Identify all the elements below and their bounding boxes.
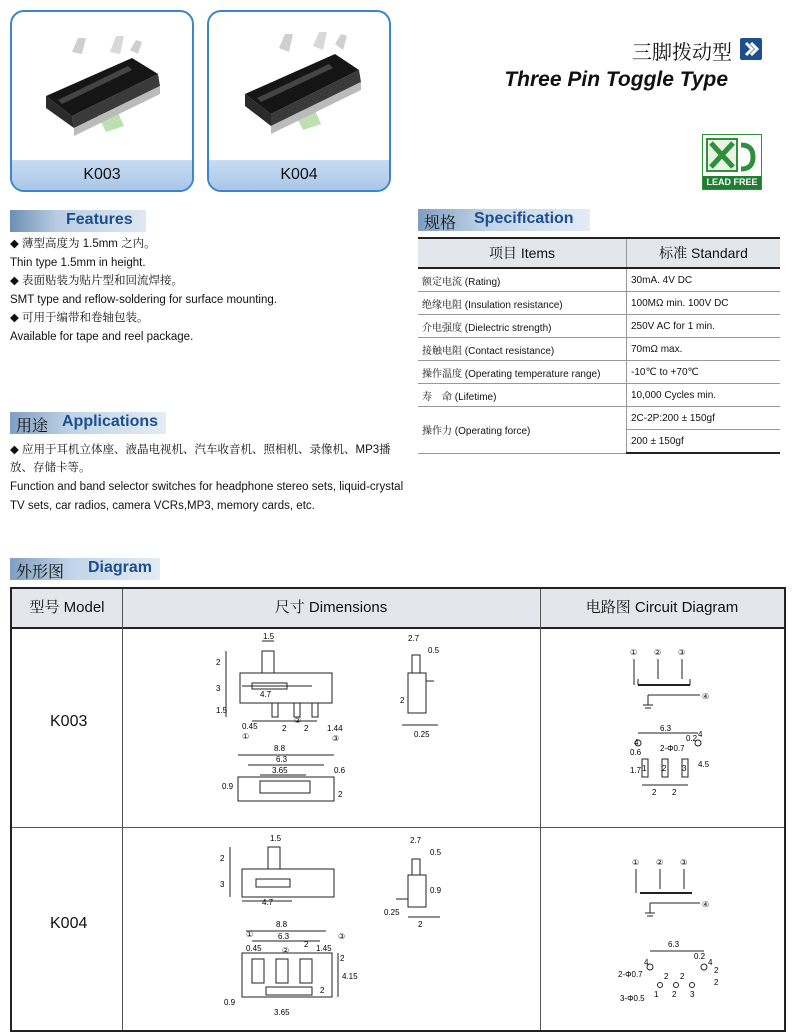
- dim-label: 8.8: [274, 744, 286, 753]
- dim-label: 0.9: [224, 998, 236, 1007]
- diagram-table: [10, 587, 786, 1032]
- dim-label: 2: [304, 724, 309, 733]
- switch-photo-k003: [12, 12, 192, 162]
- features-line: SMT type and reflow-soldering for surface mounting.: [10, 294, 277, 306]
- table-row: [418, 292, 780, 315]
- features-line: ◆ 薄型高度为 1.5mm 之内。: [10, 238, 156, 250]
- pin-label: ①: [632, 858, 640, 867]
- spec-label: 操作力 (Operating force): [418, 407, 627, 454]
- dim-label: 6.3: [660, 724, 672, 733]
- dim-label: 2: [418, 920, 423, 929]
- product-card-k003: [10, 10, 194, 192]
- diagram-title: Diagram: [88, 559, 153, 576]
- dim-label: 2: [714, 978, 719, 987]
- spec-value: 250V AC for 1 min.: [627, 315, 781, 338]
- spec-label: 接触电阻 (Contact resistance): [418, 338, 627, 361]
- title-chinese: 三脚拨动型: [632, 42, 732, 64]
- applications-line: Function and band selector switches for headphone stereo sets, liquid-crystal: [10, 481, 404, 493]
- pin-label: ④: [702, 692, 710, 701]
- row-divider: [12, 827, 784, 828]
- dim-label: 1.45: [316, 944, 332, 953]
- dim-label: 6.3: [278, 932, 290, 941]
- dim-label: 0.5: [430, 848, 442, 857]
- spec-col-standard: 标准 Standard: [627, 238, 781, 268]
- lead-free-label: LEAD FREE: [703, 176, 761, 189]
- dim-label: 4.15: [342, 972, 358, 981]
- dim-label: 2: [216, 658, 221, 667]
- dim-label: 0.6: [334, 766, 346, 775]
- dim-label: 2: [304, 940, 309, 949]
- specification-header: [418, 209, 590, 231]
- dim-label: 4.7: [262, 898, 274, 907]
- dim-label: 0.6: [630, 748, 642, 757]
- table-row: [418, 315, 780, 338]
- hole-label: 4: [708, 958, 713, 967]
- dim-label: 0.2: [694, 952, 706, 961]
- dim-label: 1.44: [327, 724, 343, 733]
- pin-label: ②: [654, 648, 662, 657]
- hole-label: 1: [654, 990, 659, 999]
- dim-label: 0.2: [686, 734, 698, 743]
- dim-label: 0.45: [242, 722, 258, 731]
- pin-label: ③: [338, 932, 346, 941]
- dim-label: 0.45: [246, 944, 262, 953]
- applications-title: Applications: [62, 413, 159, 430]
- lead-free-icon: [703, 135, 761, 175]
- dim-label: 2: [338, 790, 343, 799]
- features-title: Features: [66, 211, 133, 228]
- lead-free-badge: [702, 134, 762, 190]
- model-k004: K004: [50, 915, 88, 932]
- dim-label: 2: [282, 724, 287, 733]
- dim-label: 3.65: [274, 1008, 290, 1017]
- hole-label: 3: [682, 764, 687, 773]
- applications-line: ◆ 应用于耳机立体座、液晶电视机、汽车收音机、照相机、录像机、MP3播: [10, 444, 391, 456]
- table-row: [418, 407, 780, 430]
- dim-label: 0.9: [222, 782, 234, 791]
- dim-label: 1.5: [216, 706, 228, 715]
- table-row: [418, 268, 780, 292]
- dim-label: 6.3: [276, 755, 288, 764]
- specification-table: [418, 237, 780, 454]
- pin-label: ②: [294, 716, 302, 725]
- pin-label: ②: [282, 946, 290, 955]
- dim-label: 1.7: [630, 766, 642, 775]
- dim-label: 0.25: [384, 908, 400, 917]
- table-row: [418, 384, 780, 407]
- specification-title-cn: 规格: [424, 215, 457, 232]
- specification-title: Specification: [474, 210, 574, 227]
- hole-label: 4: [698, 730, 703, 739]
- dim-label: 0.5: [428, 646, 440, 655]
- dim-label: 2: [672, 788, 677, 797]
- column-divider: [122, 589, 123, 1030]
- dim-label: 2: [714, 966, 719, 975]
- diagram-table-header: [12, 589, 784, 629]
- product-card-k004: [207, 10, 391, 192]
- spec-value: 200 ± 150gf: [627, 430, 781, 454]
- pin-label: ①: [246, 930, 254, 939]
- spec-value: 70mΩ max.: [627, 338, 781, 361]
- dim-label: 2: [680, 972, 685, 981]
- k004-dimension-drawing: [212, 833, 542, 1027]
- spec-value: 10,000 Cycles min.: [627, 384, 781, 407]
- dim-label: 3: [216, 684, 221, 693]
- table-row: [418, 338, 780, 361]
- spec-label: 额定电流 (Rating): [418, 268, 627, 292]
- pin-label: ④: [702, 900, 710, 909]
- k004-circuit-diagram: [604, 855, 734, 1025]
- hole-label: 4: [644, 958, 649, 967]
- diagram-col-dimensions: 尺寸 Dimensions: [274, 599, 388, 616]
- dim-label: 2.7: [410, 836, 422, 845]
- pin-label: ②: [656, 858, 664, 867]
- pin-label: ③: [332, 734, 340, 743]
- dim-label: 2: [320, 986, 325, 995]
- spec-label: 操作温度 (Operating temperature range): [418, 361, 627, 384]
- diagram-col-circuit: 电路图 Circuit Diagram: [585, 599, 739, 616]
- hole-label: 1: [642, 764, 647, 773]
- features-line: ◆ 可用于编带和卷轴包装。: [10, 312, 149, 324]
- dim-label: 1.5: [270, 834, 282, 843]
- dim-label: 6.3: [668, 940, 680, 949]
- hole-label: 2: [662, 764, 667, 773]
- dim-label: 2.7: [408, 634, 420, 643]
- hole-label: 3: [690, 990, 695, 999]
- applications-title-cn: 用途: [16, 418, 49, 435]
- product-label: K003: [12, 160, 192, 190]
- table-row: [418, 361, 780, 384]
- k003-circuit-diagram: [602, 643, 732, 823]
- spec-label: 寿 命 (Lifetime): [418, 384, 627, 407]
- spec-value: 100MΩ min. 100V DC: [627, 292, 781, 315]
- dim-label: 2: [652, 788, 657, 797]
- dim-label: 2: [400, 696, 405, 705]
- spec-value: 2C-2P:200 ± 150gf: [627, 407, 781, 430]
- dim-label: 2: [220, 854, 225, 863]
- dim-label: 2-Φ0.7: [618, 970, 643, 979]
- pin-label: ③: [678, 648, 686, 657]
- spec-label: 介电强度 (Dielectric strength): [418, 315, 627, 338]
- pin-label: ①: [242, 732, 250, 741]
- dim-label: 2-Φ0.7: [660, 744, 685, 753]
- diagram-col-model: 型号 Model: [29, 599, 105, 616]
- spec-col-items: 项目 Items: [418, 238, 627, 268]
- spec-label: 绝缘电阻 (Insulation resistance): [418, 292, 627, 315]
- applications-line: TV sets, car radios, camera VCRs,MP3, memory cards, etc.: [10, 500, 315, 512]
- dim-label: 0.9: [430, 886, 442, 895]
- spec-value: -10℃ to +70℃: [627, 361, 781, 384]
- applications-header: [10, 412, 166, 434]
- pin-label: ③: [680, 858, 688, 867]
- hole-label: 4: [634, 738, 639, 747]
- dim-label: 2: [664, 972, 669, 981]
- product-label: K004: [209, 160, 389, 190]
- applications-line: 放、存储卡等。: [10, 462, 91, 474]
- model-k003: K003: [50, 713, 88, 730]
- dim-label: 3: [220, 880, 225, 889]
- features-line: Thin type 1.5mm in height.: [10, 257, 146, 269]
- page-title: Three Pin Toggle Type: [504, 68, 728, 91]
- features-line: Available for tape and reel package.: [10, 331, 194, 343]
- k003-dimension-drawing: [212, 631, 542, 823]
- dim-label: 0.25: [414, 730, 430, 739]
- hole-label: 2: [672, 990, 677, 999]
- spec-value: 30mA. 4V DC: [627, 268, 781, 292]
- dim-label: 3-Φ0.5: [620, 994, 645, 1003]
- diagram-title-cn: 外形图: [16, 564, 65, 581]
- dim-label: 8.8: [276, 920, 288, 929]
- dim-label: 2: [340, 954, 345, 963]
- dim-label: 3.65: [272, 766, 288, 775]
- pin-label: ①: [630, 648, 638, 657]
- chevron-right-icon: [740, 38, 762, 60]
- diagram-header: [10, 558, 160, 580]
- features-header: [10, 210, 146, 232]
- switch-photo-k004: [209, 12, 389, 162]
- dim-label: 4.5: [698, 760, 710, 769]
- features-line: ◆ 表面贴装为贴片型和回流焊接。: [10, 275, 184, 287]
- dim-label: 1.5: [263, 632, 275, 641]
- dim-label: 4.7: [260, 690, 272, 699]
